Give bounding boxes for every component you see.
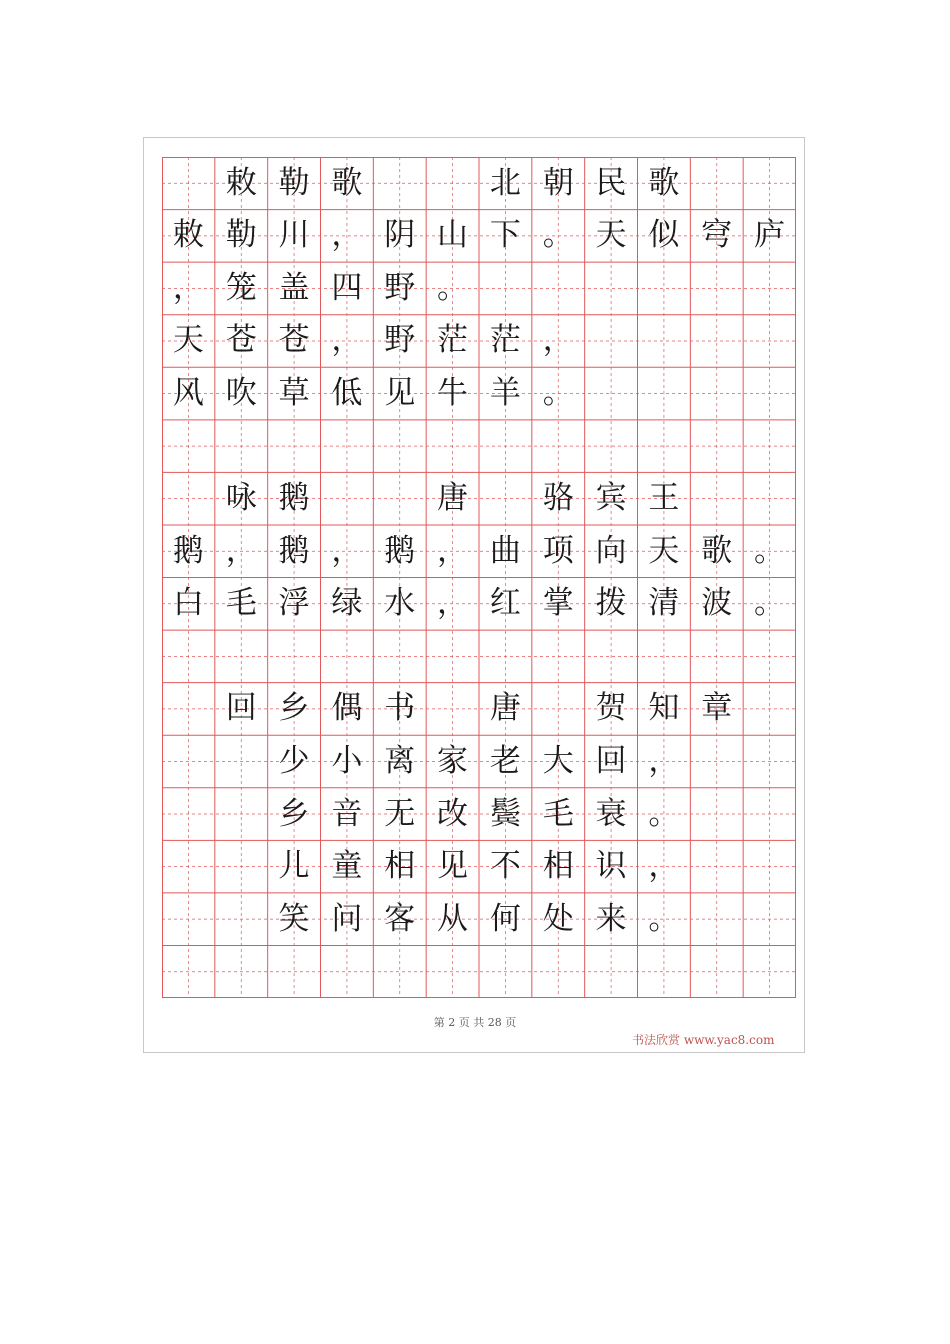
poem-character: 童 [331, 848, 363, 885]
poem-character: ， [542, 322, 574, 359]
poem-character: 阴 [384, 217, 416, 254]
poem-character: 勒 [278, 164, 310, 201]
poem-character: 音 [331, 795, 363, 832]
poem-character: 鹅 [278, 480, 310, 517]
poem-character: 见 [384, 375, 416, 412]
poem-character: 四 [331, 269, 363, 306]
poem-character: 书 [384, 690, 416, 727]
poem-character: 王 [648, 480, 680, 517]
poem-character: ， [648, 848, 680, 885]
poem-character: 水 [384, 585, 416, 622]
poem-character: 茫 [489, 322, 521, 359]
poem-character: 鹅 [278, 532, 310, 569]
poem-character: 红 [489, 585, 521, 622]
page-number: 第 2 页 共 28 页 [433, 1016, 517, 1029]
poem-character: 鬓 [489, 795, 521, 832]
poem-character: 偶 [331, 690, 363, 727]
poem-character: 风 [172, 375, 204, 412]
poem-character: 草 [278, 375, 310, 412]
poem-character: 掌 [542, 585, 574, 622]
poem-character: ， [172, 269, 204, 306]
poem-character: 知 [648, 690, 680, 727]
poem-character: 回 [225, 690, 257, 727]
poem-character: 。 [648, 900, 680, 937]
poem-character: 儿 [278, 848, 310, 885]
poem-character: 野 [384, 322, 416, 359]
poem-character: 处 [542, 900, 574, 937]
poem-character: 小 [331, 742, 363, 779]
poem-character: 绿 [331, 585, 363, 622]
poem-character: 民 [595, 164, 627, 201]
poem-character: 从 [437, 900, 469, 937]
poem-character: 茫 [437, 322, 469, 359]
poem-character: ， [331, 217, 363, 254]
poem-character: 浮 [278, 585, 310, 622]
poem-character: 回 [595, 742, 627, 779]
poem-character: 。 [542, 217, 574, 254]
poem-character: 老 [489, 742, 521, 779]
poem-character: 穹 [701, 217, 733, 254]
poem-character: ， [331, 532, 363, 569]
poem-character: 苍 [278, 322, 310, 359]
poem-character: 见 [437, 848, 469, 885]
poem-character: 歌 [648, 164, 680, 201]
poem-character: 似 [648, 217, 680, 254]
poem-character: 川 [278, 217, 310, 254]
poem-character: 何 [489, 900, 521, 937]
poem-character: 客 [384, 900, 416, 937]
poem-character: 章 [701, 690, 733, 727]
poem-character: 毛 [542, 795, 574, 832]
poem-character: 拨 [595, 585, 627, 622]
poem-character: 相 [384, 848, 416, 885]
poem-character: ， [331, 322, 363, 359]
poem-character: 乡 [278, 795, 310, 832]
poem-character: 骆 [542, 480, 574, 517]
poem-character: 下 [489, 217, 521, 254]
poem-character: 笑 [278, 900, 310, 937]
poem-character: 识 [595, 848, 627, 885]
poem-character: 笼 [225, 269, 257, 306]
poem-character: 贺 [595, 690, 627, 727]
poem-character: 宾 [595, 480, 627, 517]
poem-character: 朝 [542, 164, 574, 201]
poem-character: 乡 [278, 690, 310, 727]
poem-character: 盖 [278, 269, 310, 306]
poem-character: 歌 [701, 532, 733, 569]
poem-character: 改 [437, 795, 469, 832]
poem-character: 咏 [225, 480, 257, 517]
poem-character: 山 [437, 217, 469, 254]
poem-character: 清 [648, 585, 680, 622]
poem-character: 。 [648, 795, 680, 832]
poem-character: 天 [595, 217, 627, 254]
poem-character: 少 [278, 742, 310, 779]
poem-character: 天 [172, 322, 204, 359]
poem-character: 无 [384, 795, 416, 832]
poem-character: 毛 [225, 585, 257, 622]
poem-character: 问 [331, 900, 363, 937]
poem-character: 向 [595, 532, 627, 569]
poem-text [162, 157, 796, 998]
poem-character: 鹅 [384, 532, 416, 569]
poem-character: 衰 [595, 795, 627, 832]
poem-character: 项 [542, 532, 574, 569]
poem-character: 北 [489, 164, 521, 201]
poem-character: 吹 [225, 375, 257, 412]
site-watermark: 书法欣赏 www.yac8.com [632, 1033, 775, 1047]
poem-character: 唐 [437, 480, 469, 517]
poem-character: 大 [542, 742, 574, 779]
poem-character: 。 [754, 585, 786, 622]
poem-character: 相 [542, 848, 574, 885]
poem-character: 庐 [754, 217, 786, 254]
poem-character: 离 [384, 742, 416, 779]
poem-character: 低 [331, 375, 363, 412]
poem-character: 不 [489, 848, 521, 885]
poem-character: 波 [701, 585, 733, 622]
poem-character: 苍 [225, 322, 257, 359]
poem-character: 白 [172, 585, 204, 622]
calligraphy-grid [162, 157, 796, 998]
poem-character: ， [437, 532, 469, 569]
poem-character: 家 [437, 742, 469, 779]
poem-character: 敕 [225, 164, 257, 201]
poem-character: 羊 [489, 375, 521, 412]
poem-character: ， [437, 585, 469, 622]
poem-character: 曲 [489, 532, 521, 569]
poem-character: 牛 [437, 375, 469, 412]
poem-character: 野 [384, 269, 416, 306]
poem-character: 歌 [331, 164, 363, 201]
poem-character: 鹅 [172, 532, 204, 569]
poem-character: 天 [648, 532, 680, 569]
poem-character: 敕 [172, 217, 204, 254]
poem-character: 。 [542, 375, 574, 412]
poem-character: ， [225, 532, 257, 569]
poem-character: ， [648, 742, 680, 779]
poem-character: 勒 [225, 217, 257, 254]
poem-character: 来 [595, 900, 627, 937]
poem-character: 唐 [489, 690, 521, 727]
poem-character: 。 [754, 532, 786, 569]
poem-character: 。 [437, 269, 469, 306]
